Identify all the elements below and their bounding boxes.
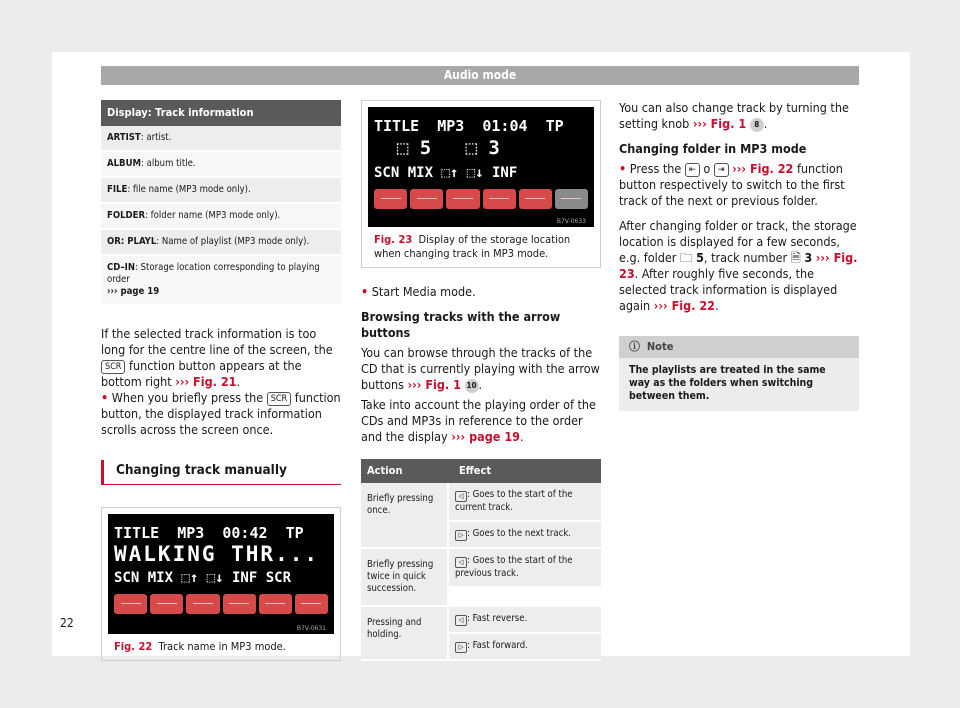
soft-button[interactable] — [114, 594, 147, 614]
table-row: Briefly pressing once. ◁ : Goes to the start of the current track. ▷ : Goes to the next track. — [361, 483, 601, 549]
table-row: Briefly pressing twice in quick succession. ◁ : Goes to the start of the previous track. — [361, 549, 601, 607]
lcd-line-2: WALKING THR... — [114, 542, 320, 566]
image-code: B7V-0631 — [296, 625, 326, 632]
prev-folder-key-icon: ⇤ — [685, 163, 700, 177]
bullet-paragraph: • Start Media mode. — [361, 284, 476, 299]
figure-caption: Fig. 23 Display of the storage location when changing track in MP3 mode. — [374, 233, 571, 260]
action-table — [361, 459, 601, 661]
soft-button[interactable] — [555, 189, 588, 209]
bullet-icon: • — [361, 284, 369, 299]
figure-22 — [101, 507, 341, 661]
note-text: The playlists are treated in the same way as the folders when switching between them. — [629, 364, 826, 402]
paragraph: Take into account the playing order of the CDs and MP3s in reference to the order and the display ››› page 19. — [361, 397, 596, 444]
column-left — [101, 100, 341, 661]
table-row: CD–IN: Storage location corresponding to playing order ››› page 19 — [101, 256, 341, 306]
display-screenshot — [108, 514, 334, 634]
figure-reference-link[interactable]: ››› Fig. 22 — [732, 161, 794, 176]
page-number: 22 — [60, 616, 74, 630]
paragraph: After changing folder or track, the storage location is displayed for a few seconds, e.g. folder 🗀 5, track number 🗎 3 ››› Fig. 23. After roughly five seconds, the selected track information is displayed again ››› Fig. 22. — [619, 218, 858, 313]
figure-reference-link[interactable]: ››› Fig. 1 — [407, 377, 461, 392]
folder-icon: 🗀 — [680, 250, 693, 265]
note-box — [619, 336, 859, 411]
column-middle — [361, 100, 601, 661]
soft-button[interactable] — [410, 189, 443, 209]
table-row: FILE: file name (MP3 mode only). — [101, 178, 341, 204]
paragraph: You can also change track by turning the setting knob ››› Fig. 1 8 . — [619, 100, 849, 131]
image-code: B7V-0633 — [556, 218, 586, 225]
page-reference-link[interactable]: ››› page 19 — [451, 429, 520, 444]
next-key-icon: ▷ — [455, 642, 467, 653]
info-icon: ⓘ — [629, 340, 640, 353]
page-header: Audio mode — [101, 66, 859, 85]
soft-button[interactable] — [186, 594, 219, 614]
soft-button[interactable] — [446, 189, 479, 209]
soft-button[interactable] — [374, 189, 407, 209]
callout-number-icon: 10 — [465, 379, 479, 393]
lcd-line-1: TITLE MP3 00:42 TP — [114, 524, 304, 542]
bullet-icon: • — [619, 161, 627, 176]
table-row: FOLDER: folder name (MP3 mode only). — [101, 204, 341, 230]
subheading: Changing folder in MP3 mode — [619, 141, 807, 156]
soft-button-row — [374, 189, 588, 209]
table-row: ARTIST: artist. — [101, 126, 341, 152]
bullet-paragraph: • When you briefly press the SCR function button, the displayed track information scrolls across the screen once. — [101, 390, 341, 437]
lcd-line-1: TITLE MP3 01:04 TP — [374, 117, 564, 135]
figure-reference-link[interactable]: ››› Fig. 22 — [653, 298, 715, 313]
bullet-paragraph: • Press the ⇤ o ⇥ ››› Fig. 22 function button respectively to switch to the first track of the next or previous folder. — [619, 161, 845, 208]
paragraph: You can browse through the tracks of the CD that is currently playing with the arrow buttons ››› Fig. 1 10 . — [361, 345, 600, 392]
prev-key-icon: ◁ — [455, 557, 467, 568]
scr-key-icon: SCR — [101, 360, 125, 374]
table-header: Action Effect — [361, 459, 601, 483]
lcd-line-3: SCN MIX ⬚↑ ⬚↓ INF SCR — [114, 570, 292, 586]
soft-button[interactable] — [519, 189, 552, 209]
table-row: ALBUM: album title. — [101, 152, 341, 178]
paragraph: If the selected track information is too long for the centre line of the screen, the SCR function button appears at the bottom right ››› Fig. 21. — [101, 326, 333, 389]
figure-caption: Fig. 22 Track name in MP3 mode. — [114, 640, 286, 653]
page-reference-link[interactable]: ››› page 19 — [107, 286, 160, 297]
prev-key-icon: ◁ — [455, 615, 467, 626]
lcd-line-3: SCN MIX ⬚↑ ⬚↓ INF — [374, 165, 518, 181]
bullet-icon: • — [101, 390, 109, 405]
soft-button[interactable] — [483, 189, 516, 209]
figure-23 — [361, 100, 601, 268]
soft-button[interactable] — [259, 594, 292, 614]
subheading: Browsing tracks with the arrow buttons — [361, 309, 561, 340]
next-key-icon: ▷ — [455, 530, 467, 541]
soft-button-row — [114, 594, 328, 614]
section-title: Changing track manually — [101, 460, 341, 485]
track-icon: 🗎 — [790, 250, 801, 265]
note-header: ⓘ Note — [619, 336, 859, 358]
figure-reference-link[interactable]: ››› Fig. 23 — [619, 250, 858, 281]
prev-key-icon: ◁ — [455, 491, 467, 502]
callout-number-icon: 8 — [750, 118, 764, 132]
figure-reference-link[interactable]: ››› Fig. 1 — [692, 116, 747, 131]
next-folder-key-icon: ⇥ — [714, 163, 729, 177]
info-table-title: Display: Track information — [101, 100, 341, 126]
lcd-line-2: ⬚ 5 ⬚ 3 — [374, 137, 500, 159]
soft-button[interactable] — [150, 594, 183, 614]
column-right — [619, 100, 859, 411]
soft-button[interactable] — [295, 594, 328, 614]
soft-button[interactable] — [223, 594, 256, 614]
table-row: OR: PLAYL: Name of playlist (MP3 mode only). — [101, 230, 341, 256]
figure-reference-link[interactable]: ››› Fig. 21 — [175, 374, 237, 389]
table-row: Pressing and holding. ◁ : Fast reverse. ▷ : Fast forward. — [361, 607, 601, 661]
display-screenshot — [368, 107, 594, 227]
scr-key-icon: SCR — [267, 392, 291, 406]
